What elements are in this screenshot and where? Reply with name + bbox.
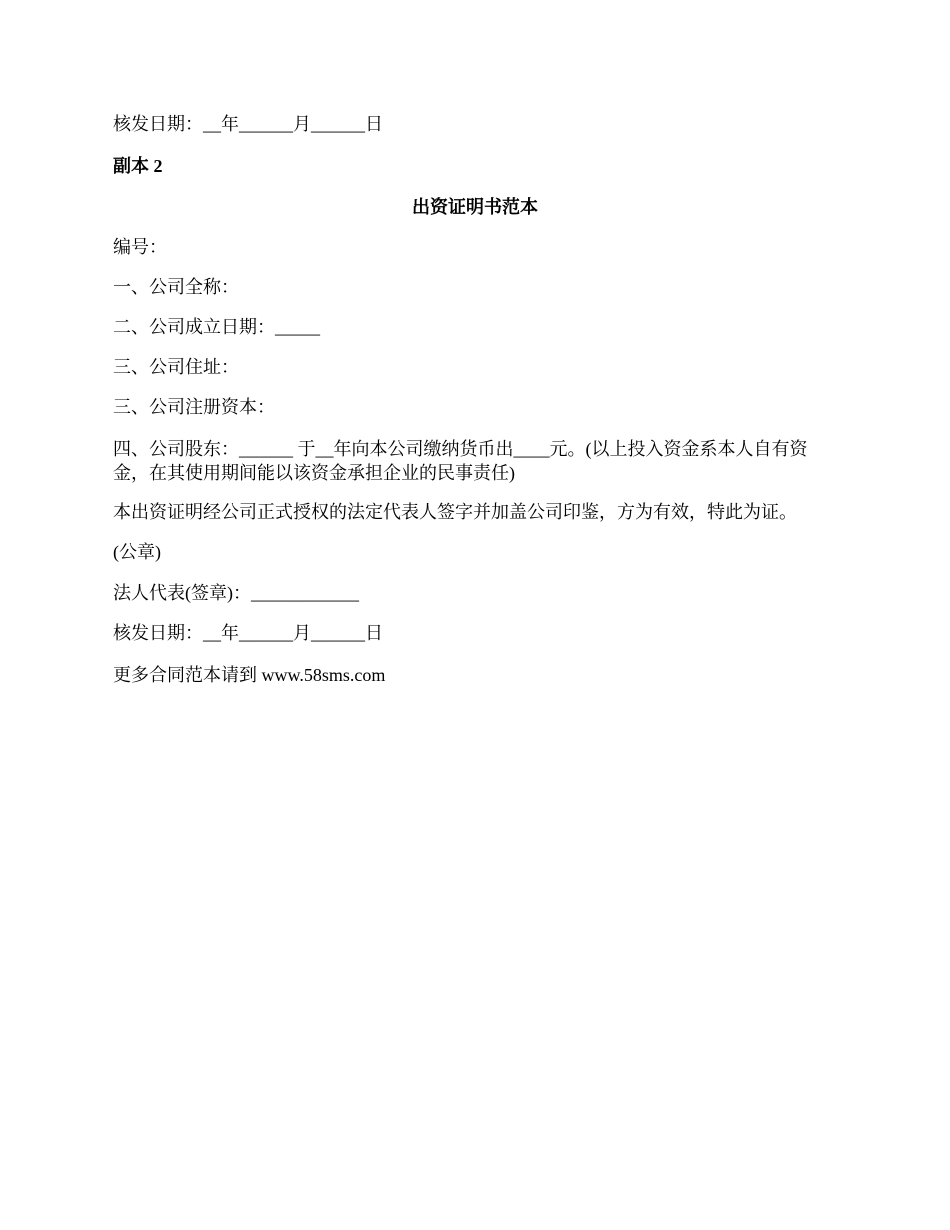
company-full-name-line: 一、公司全称： <box>113 277 239 297</box>
company-seal-label: (公章) <box>113 542 161 562</box>
top-issue-date-line: 核发日期：__年______月______日 <box>113 114 383 134</box>
copy-heading: 副本 2 <box>113 156 163 176</box>
bottom-issue-date-line: 核发日期：__年______月______日 <box>113 623 383 643</box>
number-label: 编号： <box>113 237 167 257</box>
company-established-date-line: 二、公司成立日期：_____ <box>113 317 320 337</box>
document-title: 出资证明书范本 <box>412 197 538 217</box>
footer-link-text: 更多合同范本请到 www.58sms.com <box>113 665 386 685</box>
registered-capital-line: 三、公司注册资本： <box>113 397 275 417</box>
shareholder-paragraph: 四、公司股东：______ 于__年向本公司缴纳货币出____元。(以上投入资金系本人自有资金，在其使用期间能以该资金承担企业的民事责任) <box>113 439 808 483</box>
company-address-line: 三、公司住址： <box>113 357 239 377</box>
validity-statement: 本出资证明经公司正式授权的法定代表人签字并加盖公司印鉴，方为有效，特此为证。 <box>113 502 797 522</box>
legal-representative-signature-line: 法人代表(签章)：____________ <box>113 583 359 603</box>
